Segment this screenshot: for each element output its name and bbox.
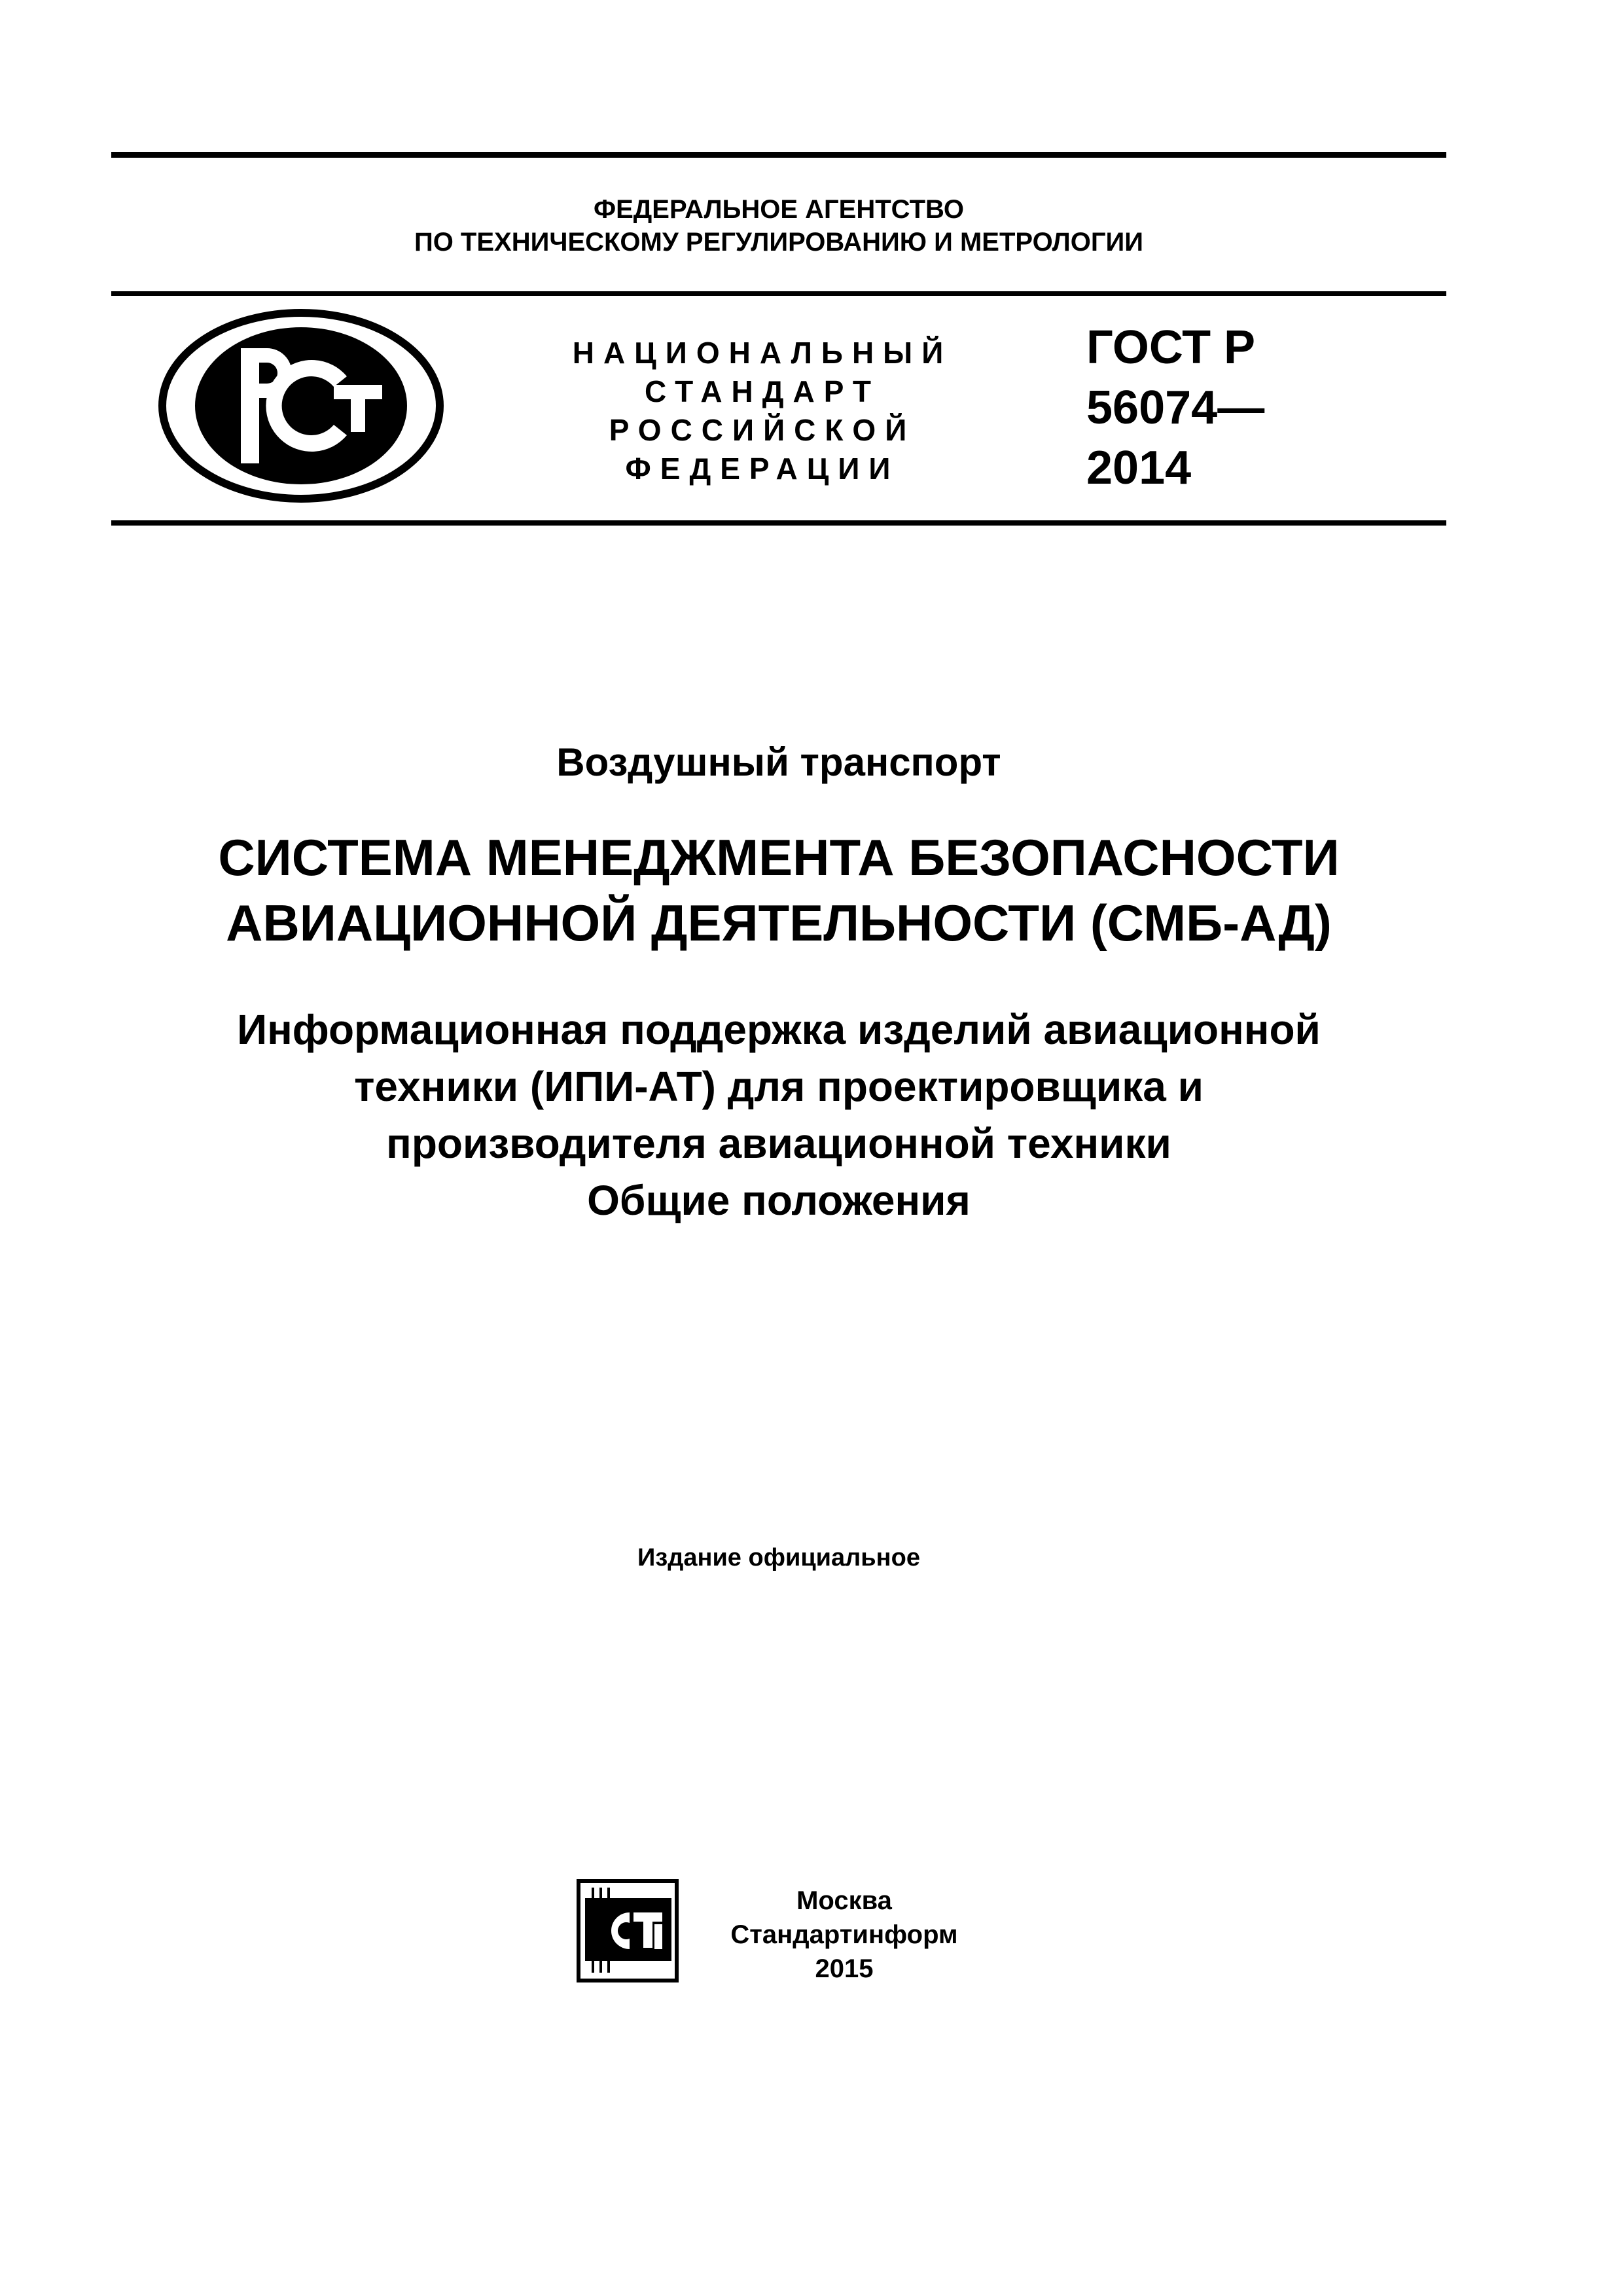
designation-line-2: 56074— <box>1086 382 1265 434</box>
publisher-city: Москва <box>796 1886 892 1915</box>
designation-line-1: ГОСТ Р <box>1086 321 1256 374</box>
title-prefix: Воздушный транспорт <box>556 740 1001 784</box>
main-title-line-2: АВИАЦИОННОЙ ДЕЯТЕЛЬНОСТИ (СМБ-АД) <box>226 894 1332 952</box>
subtitle-line-3: производителя авиационной техники <box>386 1120 1171 1167</box>
header-bottom-rule <box>111 520 1446 526</box>
standartinform-logo-icon <box>576 1878 679 1983</box>
agency-line-2: ПО ТЕХНИЧЕСКОМУ РЕГУЛИРОВАНИЮ И МЕТРОЛОГИИ <box>414 228 1144 257</box>
main-title-line-1: СИСТЕМА МЕНЕДЖМЕНТА БЕЗОПАСНОСТИ <box>218 829 1340 886</box>
subtitle-line-2: техники (ИПИ-АТ) для проектировщика и <box>354 1063 1204 1110</box>
agency-name <box>111 193 1446 259</box>
publisher-block <box>694 1884 995 1986</box>
national-standard-label <box>524 334 1001 488</box>
subtitle <box>111 1001 1446 1229</box>
national-line-3: РОССИЙСКОЙ <box>609 413 916 447</box>
publisher-year: 2015 <box>815 1954 874 1983</box>
national-line-2: СТАНДАРТ <box>645 374 880 408</box>
standard-designation <box>1086 317 1264 498</box>
edition-label: Издание официальное <box>637 1544 920 1571</box>
main-title <box>111 825 1446 956</box>
subtitle-line-1: Информационная поддержка изделий авиационной <box>237 1006 1321 1053</box>
subtitle-line-4: Общие положения <box>587 1177 971 1224</box>
top-rule <box>111 152 1446 158</box>
rst-logo-icon <box>157 308 445 504</box>
publisher-name: Стандартинформ <box>730 1920 958 1949</box>
agency-line-1: ФЕДЕРАЛЬНОЕ АГЕНТСТВО <box>593 195 965 224</box>
national-line-1: НАЦИОНАЛЬНЫЙ <box>572 336 953 370</box>
designation-line-3: 2014 <box>1086 442 1192 494</box>
header-rule <box>111 291 1446 296</box>
national-line-4: ФЕДЕРАЦИИ <box>625 452 900 486</box>
